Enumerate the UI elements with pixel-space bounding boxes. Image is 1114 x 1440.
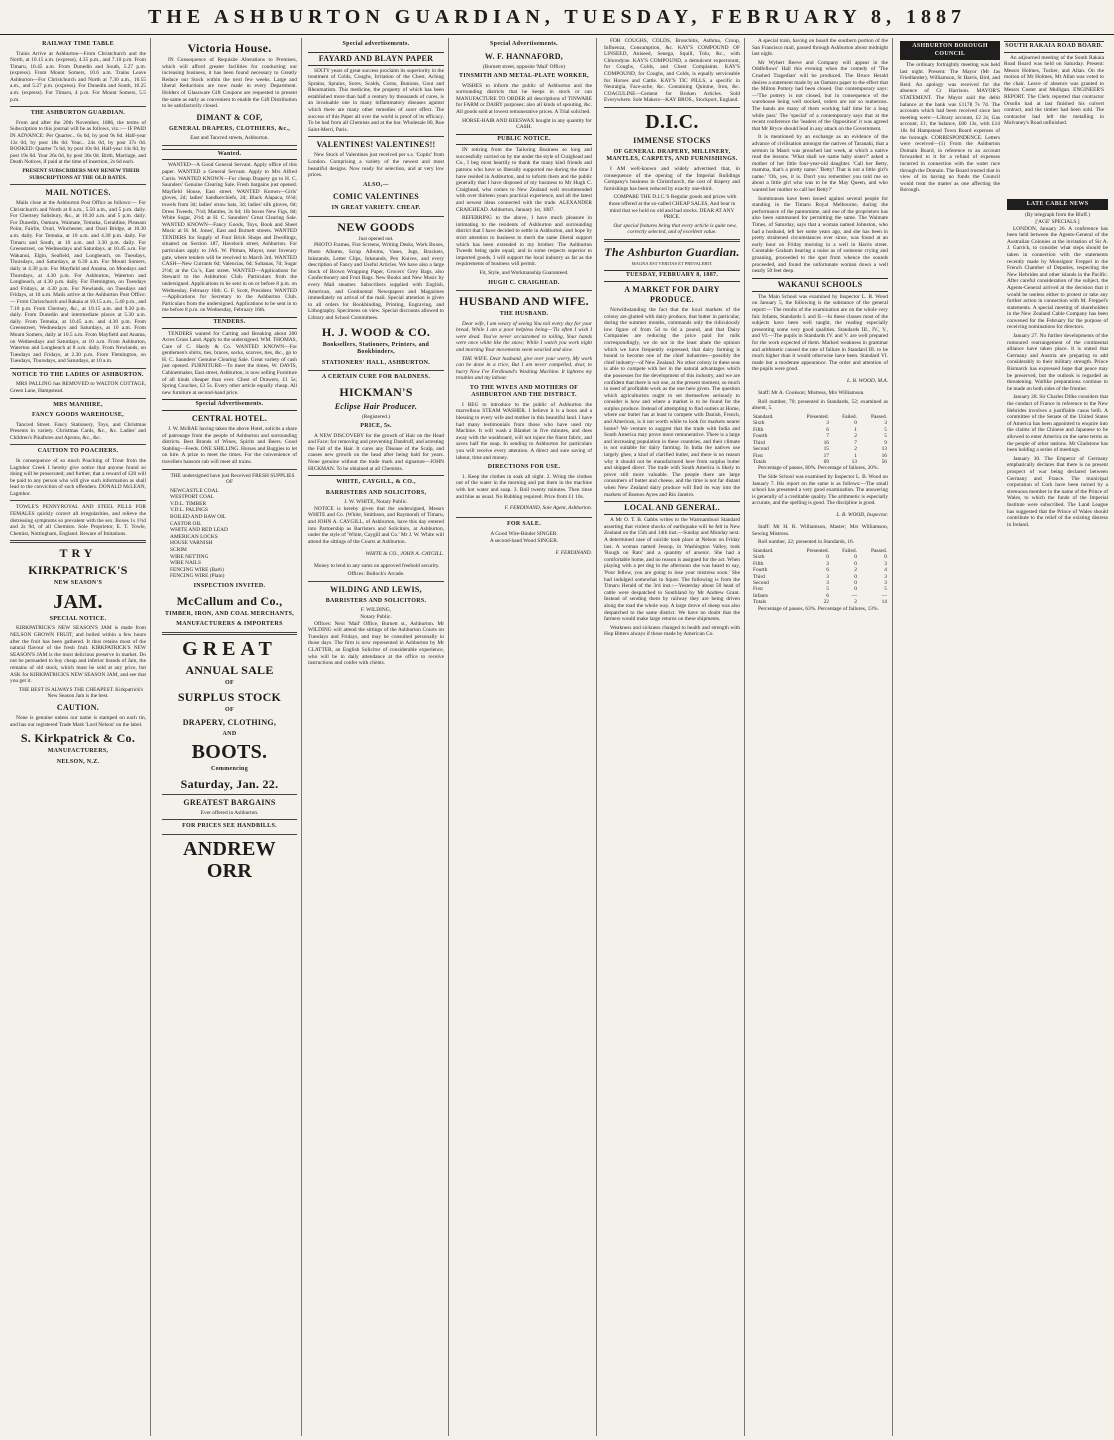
poachers-text: In consequence of so much Poaching of Trout from the Lagmhor Creek I hereby give notice that anyone found so doing will be prosecuted; and further, that a reward of £20 will be paid to any person who will give such information as shall lead to the conviction of such offenders. DONALD McLEAN, Lagmhor. bbox=[10, 457, 146, 497]
table-cell: 6 bbox=[826, 592, 829, 599]
table-cell: 3 bbox=[826, 560, 829, 567]
table-header-cell: Passed. bbox=[870, 414, 887, 421]
pills-ad-text: TOWLE'S PENNYROYAL AND STEEL PILLS FOR FEMALES quickly correct all irregularities, and relieve the distressing symptoms so prevalent with the sex. Boxes 1s 1½d and 2s 9d, of all Chemists. Sole Proprietor, E. T. Towle, Chemist, Nottingham, England. Beware of Imitations. bbox=[10, 504, 146, 537]
of-label: OF bbox=[225, 679, 234, 686]
table-cell: 3 bbox=[826, 580, 829, 587]
cable-news-text-4: January 30. The Emperor of Germany emphatically declares that there is no present prospect of war being declared between Germany and France. The municipal corporation of Cork have been turned by a strenuous member in the name of the Prince of Wales, to which the funds of the Imperial Institute were subscribed. The Land League has suggested that the Prince of Wales should contribute to the relief of the existing distress in Ireland. bbox=[1007, 455, 1108, 528]
table-cell: 7 bbox=[854, 439, 857, 446]
table-cell: 1 bbox=[854, 452, 857, 459]
ever-offered-text: Ever offered in Ashburton. bbox=[200, 809, 259, 816]
ferdinand-heading: TO THE WIVES AND MOTHERS OF ASHBURTON AND THE DISTRICT. bbox=[469, 384, 579, 399]
hannaford-heading: W. F. HANNAFORD, bbox=[484, 51, 564, 61]
table-cell: 5 bbox=[826, 586, 829, 593]
fresh-supply-item: WIRE NETTING bbox=[170, 553, 209, 560]
fayard-heading: FAYARD AND BLAYN PAPER bbox=[308, 52, 444, 66]
offices-label: Offices: Bullock's Arcade. bbox=[347, 571, 405, 578]
table-cell: 17 bbox=[823, 452, 829, 459]
binder-line-2: A second-hand Wood SINGER. bbox=[489, 537, 559, 544]
white-notary: J. W. WHITE, Notary Public. bbox=[344, 499, 408, 506]
dic-text: I AM well-known and widely advertised that, in consequence of the opening of the Imperial Buildings Company's business in Christchurch, the cost of drapery and furnishings has been reduced by exactly one-third. bbox=[604, 165, 740, 192]
table-cell: 3 bbox=[826, 420, 829, 427]
guardian-motto: MAGNA EST VERITAS ET PREVALEBIT. bbox=[631, 260, 713, 266]
hickman-heading: HICKMAN'S bbox=[339, 384, 413, 399]
table-cell: 2 bbox=[854, 433, 857, 440]
ferdinand-signature: F. FERDINAND, Sole Agent, Ashburton. bbox=[504, 505, 592, 512]
fresh-supply-item: SCRIM bbox=[170, 547, 187, 554]
dic-heading: D.I.C. bbox=[645, 110, 699, 133]
news-paragraph-1: Mr Wybert Reeve and Company will appear in the Oddfellows' Hall this evening when the comedy of 'The Crushed Tragedian' will be produced. The Bruce Herald desires a statement made by an Oamaru paper to the effect that the Milton Pottery had been closed. Our contemporary says:—'The pottery is not closed, but in consequence of the warehouse being well stocked, orders are not so numerous. The hands are many of them working half time for a long while past.' The 'special' of a contemporary says that at the recent conference the 'leaders of the Opposition' it was agreed that Mr Bryce should lead in any attack on the Government. bbox=[752, 59, 888, 132]
column-7 bbox=[896, 38, 1108, 1436]
news-paragraph-3: Summonses have been issued against several people for standing in the Timaru Royal Melbourne, during the performance of the pantomime, and one of the proprietors has also been summoned for permitting the same. The Waimate Times, of Saturday, says that a woman named Johnston, who had a husband, left her some years ago, and she has been in pretty straitened circumstances ever since, was found at an early hour on Friday morning in a well in Harris street. Constable Graham hearing a noise as of someone crying and groaning, proceeded to the spot from whence the sounds proceeded, and found the unfortunate woman down a well nearly 50 feet deep. bbox=[752, 195, 888, 275]
new-goods-heading: NEW GOODS bbox=[337, 219, 415, 234]
table-header-cell: Standard. bbox=[753, 548, 774, 555]
table-cell: 5 bbox=[884, 586, 887, 593]
dairy-market-text: Notwithstanding the fact that the local markets of the colony are glutted with dairy produce, that butter in particular, during the summer months, commands only the ridiculously low figure of from 5d to 6d a pound, and that Dairy Companies are reducing the price paid for milk correspondingly, we do not in the least abate the opinion which we have frequently expressed, that dairy farming is bound to become one of the chief industries—possibly the chief industry—of New Zealand. No other colony in these seas is able to compete with her in the natural advantages which she possesses for the development of this industry, and we are confident that there is not one, at the present moment, so much in need of profitable work as the one here given. The question which agriculturists ought to set themselves seriously to consider is how and where a market is to be found for the surplus produce. Instead of attempting to find outlets at Home, where our butter has at least to compete with Danish, French, and American, is it not worth while to look for markets nearer home? We venture to suggest that the trade with India and South America may prove more remunerative. There is a large and increasing population in these countries, and their climate is not suitable for dairy farming. In India the natives use largely ghee, a kind of clarified butter, and there is no reason why it should not be manufactured here from surplus butter and shipped direct. The trade with South America is likely to prove still more valuable. The people there are large consumers of butter and cheese, and the time is not far distant when New Zealand dairy produce will find its way into the markets of Buenos Ayres and Rio Janeiro. bbox=[604, 306, 740, 498]
directions-heading: DIRECTIONS FOR USE. bbox=[487, 464, 561, 471]
special-notice-heading: SPECIAL NOTICE. bbox=[49, 615, 107, 622]
tenders-heading: TENDERS. bbox=[162, 317, 297, 329]
fresh-supply-item: BOILED AND RAW OIL bbox=[170, 514, 227, 521]
dic-subheading: OF GENERAL DRAPERY, MILLINERY, MANTLES, CARPETS, AND FURNISHINGS. bbox=[606, 148, 738, 163]
also-label: ALSO,— bbox=[363, 181, 389, 188]
results-table bbox=[752, 414, 888, 465]
table-header-cell: Standard. bbox=[753, 414, 774, 421]
table-cell: 3 bbox=[884, 573, 887, 580]
table-cell: 13 bbox=[881, 446, 887, 453]
kirkpatrick-firm: S. Kirkpatrick & Co. bbox=[20, 731, 136, 746]
fresh-supply-item: AMERICAN LOCKS bbox=[170, 533, 218, 540]
fresh-supply-item: CASTOR OIL bbox=[170, 520, 202, 527]
poachers-heading: CAUTION TO POACHERS. bbox=[37, 448, 119, 455]
public-notice-heading: PUBLIC NOTICE. bbox=[456, 134, 592, 146]
table-cell: 0 bbox=[854, 554, 857, 561]
hickman-text: A NEW DISCOVERY for the growth of Hair on the Head and Face; for removing and preventing Dandruff, and arresting the Fall of the Hair. It cures any Disease of the Scalp, and causes new growth on the head after being bald for years. None genuine without the trade mark and signature—JOHN HICKMAN. To be obtained at all Chemists. bbox=[308, 432, 444, 472]
registered-label: (Registered.) bbox=[362, 413, 390, 420]
table-cell: 0 bbox=[854, 560, 857, 567]
special-adv-heading: Special Advertisements. bbox=[162, 399, 297, 411]
roll-line-2: Roll number, 22; presented in Standards, 16. bbox=[758, 539, 855, 546]
prices-handbills-label: FOR PRICES SEE HANDBILLS. bbox=[182, 823, 277, 830]
table-cell: First bbox=[753, 586, 763, 593]
table-cell: 1 bbox=[854, 426, 857, 433]
fresh-supply-item: FENCING WIRE (Barb) bbox=[170, 566, 224, 573]
table-header-cell: Presented. bbox=[806, 414, 829, 421]
cable-news-heading: LATE CABLE NEWS bbox=[1007, 199, 1108, 211]
table-cell: 7 bbox=[826, 433, 829, 440]
inspection-label: INSPECTION INVITED. bbox=[193, 583, 266, 589]
rakaia-road-board-heading: SOUTH RAKAIA ROAD BOARD. bbox=[1004, 41, 1104, 53]
table-cell: Infants bbox=[753, 592, 768, 599]
table-cell: 13 bbox=[851, 458, 857, 465]
fresh-supply-item: NEWCASTLE COAL bbox=[170, 487, 219, 494]
table-cell: 69 bbox=[823, 458, 829, 465]
masthead-title: THE ASHBURTON GUARDIAN, TUESDAY, FEBRUARY 8, 1887 bbox=[148, 5, 966, 28]
manhire-text: Tancred Street. Fancy Stationery, Toys, and Christmas Presents in variety. Christmas Cards, &c., &c. Ladies' and Children's Pinafores and Aprons, &c., &c. bbox=[10, 421, 146, 441]
dimant-address: East and Tancred streets, Ashburton. bbox=[190, 135, 269, 142]
valentines-text: New Stock of Valentines just received per s.s. 'Coptic' from London. Comprising a variety of the newest and most beautiful designs. Now ready for selection, and at very low prices. bbox=[308, 152, 444, 179]
cable-news-source: ['AGE' SPECIALS.] bbox=[1035, 218, 1080, 225]
wanted-text: WANTED—A Good General Servant. Apply office of this paper. WANTED a General Servant. Apply to Mrs Alfred Curtis. WANTED KNOWN—For cheap Drapery go to H. C. Saunders' Genuine Clearing Sale. Fresh bargains just opened. Mayfield House, East street. WANTED Known—Girls' gloves, 2d; ladies' handkerchiefs, 2d; Black Alapaca, 6½d; towels from 3d; ladies' straw hats, 3d; ladies' silk gloves, 6d; Dress Tweeds, 7½d; Mantles, 3s 6d; 1lb boxes New Figs, 8d; White Sugar, 2½d; at H. C. Saunders' Great Clearing Sale. WANTED KNOWN—Fancy Goods, Toys, Book and Sheet Music at H. M. Jones', East and Burnett streets. WANTED TENDERS for Supply of Four Brick Shops and Dwellings, situated on Section 187, Havelock street, Ashburton. For particulars apply to JAS. W. Pitman, Mayor, near Inverary gate, where tenders will be received to March 3rd. WANTED CASH—New Currants 6d; Valencias, 6d; Sultanas, 7d; Sugar 2½d; at the Co.'s, East street. WANTED—Applications for Steward to the Ashburton Club. Particulars from the undersigned. Applications to be sent in on or before 8 p.m. on Wednesday, February 16th. G. F. Scott, President. WANTED—Applications for Secretary to the Ashburton Club. Particulars from the undersigned. Applications to be sent in to me before 8 p.m. on Wednesday, February 16th. bbox=[162, 162, 297, 314]
table-cell: Totals bbox=[753, 599, 767, 606]
table-cell: Second bbox=[753, 580, 769, 587]
table-header-cell: Failed. bbox=[842, 548, 857, 555]
subscribers-notice: PRESENT SUBSCRIBERS MAY RENEW THEIR SUBSCRIPTIONS AT THE OLD RATES. bbox=[22, 167, 140, 181]
fresh-supply-item: HOUSE VARNISH bbox=[170, 540, 213, 547]
special-adv-heading-3: Special Advertisements. bbox=[490, 41, 558, 47]
jam-heading: JAM. bbox=[53, 590, 103, 613]
fresh-supply-item: WHITE AND RED LEAD bbox=[170, 527, 228, 534]
mccallum-heading: McCallum and Co., bbox=[176, 593, 283, 608]
fresh-supplies-list bbox=[162, 488, 297, 580]
fresh-supply-item: WIRE NAILS bbox=[170, 560, 201, 567]
newspaper-page bbox=[6, 38, 1108, 1436]
railway-text: Trains Arrive at Ashburton—From Christchurch and the North, at 10.15 a.m. (express), 4.35 p.m., and 7.10 p.m. From Timaru, 10.45 a.m. From Dunedin and South, 5.27 p.m. (express). From Mount Somers, 10.6 a.m. Trains Leave Ashburton—For Christchurch and North at 7.30 a.m., 10.55 a.m., and 5.27 p.m. (express). For Dunedin and South, 10.25 a.m. (express). For Timaru, 4 p.m. For Mount Somers, 5.5 p.m. bbox=[10, 50, 146, 103]
table-cell: 3 bbox=[884, 580, 887, 587]
greatest-bargains-heading: GREATEST BARGAINS bbox=[183, 797, 276, 807]
column-5 bbox=[600, 38, 745, 1436]
wilding-name: F. WILDING, bbox=[360, 607, 392, 614]
table-cell: 3 bbox=[884, 420, 887, 427]
fit-style-label: Fit, Style, and Workmanship Guaranteed. bbox=[479, 269, 569, 276]
results-table-2 bbox=[752, 548, 888, 606]
cable-news-text: LONDON, January 26. A conference has been held between the Agents-General of the Australian Colonies at the invitation of Sir A. J. Garrick, to consider what steps should be taken in connection with the statements recently made by Monsignor Freppel in the French Chamber of Deputies, respecting the New Hebrides and other islands in the Pacific. After careful consideration of the subject, the Agents-General arrived at the decision that it would be useless either to protest or take any further action in connection with M. Freppel's statements. A special meeting of shareholders in the New Zealand Cable Company has been convened for the February for the purpose of receiving nominations for directors. bbox=[1007, 225, 1108, 331]
table-cell: Second bbox=[753, 446, 769, 453]
central-hotel-heading: CENTRAL HOTEL. bbox=[191, 413, 268, 423]
white-caygill-heading: WHITE, CAYGILL, & CO., bbox=[336, 479, 416, 486]
drapery-heading: DRAPERY, CLOTHING, bbox=[182, 717, 277, 727]
wilding-text: Offices: Next 'Mail' Office, Burnett st., Ashburton. Mr WILDING will attend the sittings of the Ashburton Courts on Tuesdays and Fridays, and may be consulted personally in those days. The firm is now represented in Ashburton by Mr CLATTER, an English Solicitor of considerable experience, who will be in daily attendance at the office to receive instructions and confer with clients. bbox=[308, 620, 444, 667]
directions-text: 1. Keep the clothes in soak all night. 2. Wring the clothes out of the water in the morning and put them in the machine with hot water and soap. 3. Boil twenty minutes. Then rinse and blue as usual. No Rubbing required. Price from £1 10s. bbox=[456, 473, 592, 500]
nelson-label: NELSON, N.Z. bbox=[56, 758, 100, 765]
table-cell: Fifth bbox=[753, 426, 764, 433]
wakanui-heading: WAKANUI SCHOOLS bbox=[752, 278, 888, 292]
table-header-cell: Presented. bbox=[806, 548, 829, 555]
hannaford-text: WISHES to inform the public of Ashburton and the surrounding districts that he keeps in stock or can MANUFACTURE TO ORDER all descriptions of TINWARE for FARM or DAIRY purposes; also all kinds of spouting, &c. All goods sold at lowest remunerative prices. A Trial solicited. bbox=[456, 82, 592, 115]
staff-line: Staff: Mr A. Cookson; Mistress, Mrs Williamson. bbox=[758, 390, 865, 397]
table-cell: Fourth bbox=[753, 567, 768, 574]
fresh-supply-item: FENCING WIRE (Plain) bbox=[170, 573, 225, 580]
table-cell: 5 bbox=[884, 426, 887, 433]
white-caygill-text: NOTICE is hereby given that the undersigned, Messrs WHITE and Co. (White, Smithson, and Raymond) of Timaru, and JOHN A. CAYGILL, of Ashburton, have this day entered into Partnership as Barristers and Solicitors, at Ashburton, under the style of 'White, Caygill and Co.' Mr J. W. White will attend the sittings of the Courts at Ashburton. bbox=[308, 505, 444, 545]
masthead bbox=[0, 0, 1114, 35]
table-cell: 16 bbox=[823, 439, 829, 446]
table-cell: 0 bbox=[854, 420, 857, 427]
table-cell: First bbox=[753, 452, 763, 459]
table-cell: 4 bbox=[884, 567, 887, 574]
and-label: AND bbox=[222, 730, 237, 737]
table-cell: 0 bbox=[854, 580, 857, 587]
new-goods-text: PHOTO Frames, Fire Screens, Writing Desks, Work Boxes, Photo Albums, Scrap Albums, Vases, Jugs, Brackets, Inkstands, Letter Clips, Inkstands, Pen Knives, and every description of Fancy and Useful Articles. We have also a large Stock of Brown Wrapping Paper, Grocers' Grey Bags, also Confectionery and Fruit Bags. New Books and New Music by every Mail steamer. Subscribers supplied with English, American, and Continental Newspapers and Magazines immediately on arrival of the mail. Special attention is given to all orders for Bookbinding, Printing, Engraving, and Lithography. Specimens on view. Special discounts allowed to Library and School Committees. bbox=[308, 242, 444, 321]
wanted-heading: Wanted. bbox=[162, 149, 297, 161]
table-cell: 15 bbox=[823, 446, 829, 453]
dairy-market-heading: A MARKET FOR DAIRY PRODUCE. bbox=[624, 284, 720, 304]
best-cheapest-text: THE BEST IS ALWAYS THE CHEAPEST. Kirkpatrick's New Season Jam is the best. bbox=[18, 686, 144, 700]
caution-heading: CAUTION. bbox=[56, 702, 100, 712]
table-cell: 0 bbox=[884, 554, 887, 561]
immense-stocks-heading: IMMENSE STOCKS bbox=[633, 135, 711, 145]
borough-council-heading: ASHBURTON BOROUGH COUNCIL bbox=[900, 41, 1000, 60]
special-adv-heading-2: Special advertisements. bbox=[342, 41, 410, 47]
guardian-nameplate: The Ashburton Guardian. bbox=[604, 244, 740, 259]
public-notice-text: IN retiring from the Tailoring Business so long and successfully carried on by me under the style of Craighead and Co., I beg most heartily to thank the many kind friends and patrons who have so liberally supported me during the time I have resided in Ashburton, and to inform them and the public generally that I have disposed of my business to Mr Hugh C. Craighead, who comes to New Zealand well recommended with over thirteen years practical experience, and all the latest and newest ideas connected with the trade. ALEXANDER CRAIGHEAD. Ashburton, January 1st, 1887. bbox=[456, 147, 592, 213]
side-school-text: The Side School was examined by Inspector L. B. Wood on January 7. His report on the same is as follows:—The small school has presented a very good examination. The answering is generally of a creditable quality. The arithmetic is especially accurate, and the spelling is good. The discipline is good. bbox=[752, 473, 888, 507]
wakanui-text: The Main School was examined by Inspector L. B. Wood on January 5, the following is the substance of the general report:— The results of the examination are on the whole very fair. Infants, Standards I. and II.—In these classes most of the subjects have been well taught, the reading especially presenting some very good qualities. Standards III., IV., V., and VI.—The pupils in Standards IV. and V. are well prepared for the work expected of them. Marked weakness in grammar and arithmetic caused the rate of failure in Standard III. to be much higher than it would otherwise have been. Standard VI. made but a moderate appearance. The order and attention of the pupils were good. bbox=[752, 293, 888, 373]
fresh-supply-item: V.D.L. TIMBER bbox=[170, 500, 207, 507]
commencing-label: Commencing bbox=[211, 766, 248, 772]
table-header-cell: Failed. bbox=[842, 414, 857, 421]
annual-sale-heading: ANNUAL SALE bbox=[185, 662, 274, 677]
hop-bitters-text: Weakness and sickness changed to health and strength with Hop Bitters always if those made by American Co. bbox=[604, 624, 740, 638]
percentage-line: Percentage of passes, 80%. Percentage of failures, 20%. bbox=[758, 465, 879, 472]
ladies-notice-heading: NOTICE TO THE LADIES OF ASHBURTON. bbox=[12, 371, 144, 378]
table-cell: Fourth bbox=[753, 433, 768, 440]
ferdinand-text: I BEG to introduce to the public of Ashburton the marvellous STEAM WASHER. I believe it is a boon and a blessing to every wife and mother in this beautiful land. I have had many testimonials from those who have used my Machine. It will wash a Blanket in five minutes, and does away with the washboard, will not injure the finest fabric, and saves half the soap. In sending to Ashburton for particulars you will receive every attention. A direct and sure saving of labour, time and money. bbox=[456, 401, 592, 461]
husband-poem: Dear wife, I am weary of seeing You toil every day for your bread, While I am a poor helpless being—'Tis often I wish I were dead. You've never accustomed to toiling, Your hands were once white like the snow; While I watch you work night and morning Your movements seem wearied and slow. bbox=[456, 320, 592, 353]
fresh-supply-item: WESTPORT COAL bbox=[170, 494, 215, 501]
dic-special: Our special features being that every article is quite new, correctly selected, and of excellent value. bbox=[613, 222, 737, 236]
wood-signature: L. B. WOOD, M.A. bbox=[846, 378, 888, 385]
borough-council-section bbox=[900, 38, 1000, 196]
hannaford-address: (Burnett street, opposite 'Mail' Office) bbox=[482, 63, 566, 70]
special-train-text: A special train, having on board the southern portion of the San Francisco mail, passed through Ashburton about midnight last night. bbox=[752, 38, 888, 58]
local-general-text: A Mr O. T. B. Gabbs writes to the Warrnambool Standard asserting that violent shocks of earthquake will be felt in New Zealand on the 15th and 14th inst.—Sunday and Monday next. A determined case of suicide took place at Nelson on Friday last. A woman named Jessop, in Washington Valley, took 'Rough on Rats' and a quantity of arsenic. She had a comfortable home, and no reason is assigned for the act. When playing with a pet dog in the afternoon she was heard to say, 'Poor fellow, you are going to lose your mistress soon.' She had indulged somewhat in liquor. The following is from the Timaru Herald of the 3rd inst.:—Yesterday about 50 head of cattle were despatched to Southland by Mr Andrew Grant. Instead of sending them by railway they are being driven along the road the whole way. A large drove of sheep was also despatched to the same district. We have no doubt that the farmers would make large returns on these shipments. bbox=[604, 517, 740, 623]
news-paragraph-2: It is mentioned by an exchange as an evidence of the advance of civilisation amongst the natives of Taranaki, that a sermon in Maori was preached last week, at which a native read the lessons. 'What shall we name baby sister?' asked a mother of her little four-year-old daughter. 'Call her Betty, mamma, that's a pretty name.' 'Betty! That is not a little girl's name.' 'Oh, yes, it is. Don't you remember you told me so about a little girl who was to be the May Queen, and who wanted her mother to call her Betty?' bbox=[752, 134, 888, 194]
issue-date-line: TUESDAY, FEBRUARY 8, 1887. bbox=[604, 270, 740, 282]
table-cell: 22 bbox=[823, 599, 829, 606]
local-general-heading: LOCAL AND GENERAL. bbox=[604, 501, 740, 515]
new-season-heading: NEW SEASON'S bbox=[53, 580, 103, 587]
table-cell: 3 bbox=[826, 573, 829, 580]
baldness-heading: A CERTAIN CURE FOR BALDNESS. bbox=[321, 374, 431, 381]
wilding-subheading: BARRISTERS AND SOLICITORS. bbox=[325, 597, 427, 604]
column-1 bbox=[6, 38, 151, 1436]
valentines-heading: VALENTINES! VALENTINES!! bbox=[316, 140, 436, 150]
dimant-heading: DIMANT & COF, bbox=[196, 112, 263, 122]
boots-heading: BOOTS. bbox=[191, 741, 268, 763]
wood-co-subheading: Booksellers, Stationers, Printers, and Bookbinders, bbox=[322, 341, 430, 356]
of-label-2: OF bbox=[225, 707, 234, 713]
column-3 bbox=[304, 38, 449, 1436]
manhire-heading: MRS MANHIRE, bbox=[53, 401, 103, 408]
wilding-heading: WILDING AND LEWIS, bbox=[330, 584, 422, 594]
white-caygill-signature: WHITE & CO., JOHN A. CAYGILL. bbox=[365, 550, 444, 557]
roll-line: Roll number, 70; presented in Standards, 52; examined as absent, 5. bbox=[752, 398, 888, 412]
victoria-house-text: IN Consequence of Requisite Alterations to Premises, which will afford greater facilities for conducting our increasing business, it has been found necessary to Greatly Reduce our Stock within the next few weeks. Large and liberal Reductions are now made in every Department. Holders of Glassware Gift Coupons are requested to present the same as early as convenient to enable the Gift Distribution to be satisfactorily closed. bbox=[162, 57, 297, 110]
rakaia-road-board-section bbox=[1004, 38, 1104, 196]
kay-compound-text: FOR COUGHS, COLDS, Bronchitis, Asthma, Croup, Influenza, Consumption, &c. KAY'S COMPOUND OF LINSEED, Aniseed, Senega, Squill, Tolu, &c., with Chlorodyne. KAY'S COMPOUND, a demulcent expectorant, for Coughs, Colds, and Chest Complaints. KAY'S COMPOUND, for Coughs, and Colds, is equally serviceable for Horses and Cattle. KAY'S TIC PILLS, a specific in Neuralgia, Face-ache, &c. Containing Quinine, Iron, &c. COAGULINE—Cement for Broken Articles. Sold Everywhere. Sole Makers—KAY BROS., Stockport, England. bbox=[604, 38, 740, 104]
table-cell: — bbox=[851, 592, 857, 599]
andrew-orr-heading: ANDREW ORR bbox=[183, 837, 276, 882]
table-cell: 3 bbox=[884, 560, 887, 567]
wood-signature-2: L. B. WOOD, Inspector. bbox=[836, 512, 888, 519]
binder-line: A Good Wire-Binder SINGER. bbox=[490, 530, 558, 537]
cable-news-section bbox=[1007, 199, 1108, 528]
tenders-text: TENDERS wanted for Carting and Breaking about 200 Acres Grass Land. Apply to the undersigned. WM. THOMAS, Care of C. Hardy & Co. WANTED KNOWN—For gentlemen's shirts, ties, braces, socks, scarves, ties, &c., go to H. C. Saunders' Genuine Clearing Sale. Great variety of cash just opened. FURNITURE—To meet the times, W. DAVIS, Cabinetmaker, East street, Ashburton, is now selling Furniture of all kinds cheaper than ever. Chest of Drawers, £1 5s; Spring Couches, £3 5s. Every other article equally cheap. All new furniture at second-hand price. bbox=[162, 330, 297, 396]
table-cell: 16 bbox=[881, 452, 887, 459]
husband-wife-heading: HUSBAND AND WIFE. bbox=[459, 294, 589, 309]
borough-council-text: The ordinary fortnightly meeting was held last night. Present: The Mayor (Mr Jas Friedlander), Williamson, St Harris, Bird, and Reid. An apology was received for the absence of Cr Harrison. MAYOR'S STATEMENT. The Mayor said the debit balance at the bank was £1178 7s 7d. The accounts which had been received since last meeting were:—Library account, £2 2s; Gas account, £1; the balance, £80 13s, with £14 18s 6d Hampstead Town Board expenses of the borough. CORRESPONDENCE. Letters were received—(1) From the Ashburton Domain Board, in reference to an account forwarded to it for a refund of expenses incurred in connection with the water race through the Domain. The Board trusted that in view of its having no funds the Council would treat the matter as one affecting the Borough. bbox=[900, 62, 1000, 194]
table-cell: 2 bbox=[854, 599, 857, 606]
caution-text: None is genuine unless our name is stamped on each tin, and has our registered Trade Mark 'Lord Nelson' on the label. bbox=[10, 714, 146, 728]
mail-notices-heading: MAIL NOTICES. bbox=[45, 188, 111, 198]
column-2 bbox=[158, 38, 302, 1436]
fresh-supply-item: V.D.L. PALINGS bbox=[170, 507, 209, 514]
comic-variety-label: IN GREAT VARIETY. CHEAP. bbox=[331, 205, 421, 212]
dimant-subheading: GENERAL DRAPERS, CLOTHIERS, &c., bbox=[168, 125, 291, 132]
table-cell: 5 bbox=[884, 433, 887, 440]
table-cell: Third bbox=[753, 573, 765, 580]
try-heading: TRY bbox=[59, 546, 97, 561]
table-cell: Third bbox=[753, 439, 765, 446]
percentage-line-2: Percentage of passes, 63%. Percentage of failures, 13%. bbox=[758, 605, 879, 612]
ferdinand-signature-2: F. FERDINAND. bbox=[555, 549, 592, 556]
table-cell: Totals bbox=[753, 458, 767, 465]
cable-news-subheading: (By telegraph from the Bluff.) bbox=[1024, 212, 1091, 219]
table-cell: 6 bbox=[826, 567, 829, 574]
sale-date: Saturday, Jan. 22. bbox=[180, 776, 279, 791]
table-cell: 6 bbox=[826, 426, 829, 433]
cable-news-text-3: January 28. Sir Charles Dilke considers that the conduct of France in reference to the New Hebrides involves a justifiable casus belli. A committee of the Senate of the United States of America has been appointed to enquire into the claims of the Chinese and Japanese to be allowed to enter America on the same terms as the people of other nations. Mr Gladstone has been holding a series of meetings. bbox=[1007, 394, 1108, 454]
manufacturers-label: MANUFACTURERS, bbox=[47, 748, 109, 755]
table-cell: 14 bbox=[881, 599, 887, 606]
white-caygill-subheading: BARRISTERS AND SOLICITORS, bbox=[325, 489, 427, 496]
hugh-craighead-signature: HUGH C. CRAIGHEAD. bbox=[488, 279, 560, 286]
just-opened-label: Just opened out. bbox=[358, 235, 394, 242]
table-cell: 2 bbox=[854, 567, 857, 574]
surplus-stock-heading: SURPLUS STOCK bbox=[177, 690, 282, 704]
table-cell: Fifth bbox=[753, 560, 764, 567]
wood-co-heading: H. J. WOOD & CO. bbox=[321, 324, 431, 339]
cable-news-text-2: January 27. No further developments of the rumoured rearrangement of the continental alliance have taken place. It is stated that Germany and Austria are preparing to add considerably to their military strength. Prince Bismarck has expressed hope that peace may be preserved, but the outlook is regarded as threatening. Warlike preparations continue to be made on both sides of the frontier. bbox=[1007, 333, 1108, 392]
mccallum-subheading: TIMBER, IRON, AND COAL MERCHANTS, bbox=[164, 610, 295, 617]
victoria-house-heading: Victoria House. bbox=[187, 41, 272, 55]
fayard-text: SIXTY years of great success proclaim its superiority in the treatment of Colds, Coughs, Irritation of the Chest, Aching Sprains, Sprains, Sores, Scalds, Corns, Bunions, Gout and Rheumatism. This medicine, the property of which has been established more than half a century by thousands of cures, is an invaluable one in many inflammatory diseases against which there are many other remedies of surer effect. The success of this Paper all over the world is proof of its efficacy. To be had from all Chemists and at the bar. Wholesale 80, Rue Saint-Merri, Paris. bbox=[308, 67, 444, 133]
column-4 bbox=[452, 38, 597, 1436]
dic-compare: COMPARE THE D.I.C.'S Regular goods and prices with those offered at the so-called CHEAP SALES, And bear in mind that we hold no old and bad stocks. DEAR AT ANY PRICE. bbox=[608, 194, 737, 221]
railway-heading: RAILWAY TIME TABLE bbox=[42, 41, 114, 47]
wife-reply: THE WIFE. Dear husband, give over your worry, My work can be done in a trice, But I am never compelled, dear, to hurry Now I've Ferdinand's Washing Machine. It lightens my troubles and my labour. bbox=[456, 355, 592, 382]
kirkpatrick-text: KIRKPATRICK'S NEW SEASON'S JAM is made from NELSON GROWN FRUIT, and boiled within a few hours after the fruit has been gathered. It thus retains most of the natural flavour of the fresh fruit. KIRKPATRICK'S NEW SEASON'S JAM is the most delicious preserve in market. Do not be persuaded to buy cheap and inferior brands of Jam, the remains of old stock, which must be sold at any price, but ASK for KIRKPATRICK'S NEW SEASON JAM, and see that you get it. bbox=[10, 625, 146, 685]
comic-valentines-heading: COMIC VALENTINES bbox=[332, 192, 420, 202]
guardian-terms-heading: THE ASHBURTON GUARDIAN. bbox=[30, 110, 126, 117]
for-sale-heading: FOR SALE. bbox=[506, 521, 542, 528]
table-cell: 9 bbox=[884, 439, 887, 446]
guardian-terms-text: From and after the 20th November, 1886, the terms of Subscription to this journal will be as follows, viz.:— IF PAID IN ADVANCE: Per Quarter... 6s 6d, by post 9s 6d. Half-year 13s 0d, by post 18s 0d. Year... 24s 0d, by post 37s 0d. BOOKED: Quarter 7s 6d, by post 10s 0d. Half-year 14s 0d, by post 19s 0d. Year 26s 0d, by post 36s 0d. Birth, Marriage, and Death Notices, if paid at the time of insertion, 2s 6d each. bbox=[10, 119, 146, 166]
money-lend-text: Money to lend in any sums on approved freehold security. bbox=[314, 562, 440, 569]
table-header-cell: Passed. bbox=[870, 548, 887, 555]
wood-co-address: STATIONERS' HALL, ASHBURTON. bbox=[321, 359, 431, 366]
great-heading: GREAT bbox=[182, 637, 277, 660]
central-hotel-text: J. W. McRAE having taken the above Hotel, solicits a share of patronage from the people of Ashburton and surrounding districts. Best Brands of Wines, Spirits and Beers. Good Stabling—Feeds. ONE SHILLING. Horses and Buggies to let on hire. A prize to meet the times. For the convenience of travellers hansom cab will meet all trains. bbox=[162, 425, 297, 465]
manhire-subheading: FANCY GOODS WAREHOUSE, bbox=[31, 412, 124, 419]
rakaia-road-board-text: An adjourned meeting of the South Rakaia Road Board was held on Saturday. Present: Messrs Holmes, Tucker, and Allan. On the motion of Mr Holmes, Mr Allan was voted to the chair. Leave of absence was granted to Messrs Coster and Mulligan. ENGINEER'S REPORT. The Clerk reported that contractor Orsolin had at last finished his culvert contract, and the timber had been sold. The contractor had left the metalling in Mulvaney's Road unfinished. bbox=[1004, 54, 1104, 127]
table-cell: Sixth bbox=[753, 554, 765, 561]
horsehair-text: HORSE-HAIR AND BEESWAX bought in any quantity for CASH. bbox=[462, 117, 592, 131]
staff-line-2: Staff: Mr H. R. Williamson, Master; Mrs Williamson, Sewing Mistress. bbox=[752, 524, 888, 537]
mail-notices-text: Mails close at the Ashburton Post Office as follows:— For Christchurch and North at 8 a.m., 5.50 a.m., and 5 p.m. daily. For Chertsey Salisbury, &c., at 10.30 a.m. and 5 p.m. daily. For Dunedin, Oamaru, Waimate, Temuka, Geraldine, Pleasant Point, Fairlie, Orari, Winchester, and Orari Bridge, at 10.30 a.m. daily. For Temuka, at 10 a.m. and 4.30 p.m. daily. For Timaru and South, at 10 a.m. and 3.30 p.m. daily. For Greenstreet, on Wednesdays and Saturdays, at 10.45 a.m. For Wakanui, Elgin, Seafield, and Longbeach, on Tuesdays, Thursdays, and Saturdays, at 6.30 a.m. For Mount Somers, daily at 4.30 p.m. For Mayfield and Anama, on Mondays and Thursdays, at 4.30 p.m. For Ashburton, Waterton and Longbeach, at 4.30 p.m. daily. For Flemington, on Tuesdays and Fridays, at 4.30 p.m. For Newlands, on Tuesdays and Fridays, at 10 a.m. Mails arrive at the Ashburton Post Office:— From Christchurch and Rakaia at 10.15 a.m., 5.40 p.m., and 7.10 p.m. From Chertsey, &c., at 10.15 a.m. and 9.30 p.m. daily. From Dunedin and intermediate places at 5.30 a.m. daily. From Temuka, at 10.45 a.m. and 4.30 p.m. From Greenstreet, Wednesdays and Saturdays, at 10 a.m. From Mount Somers, daily at 10.5 a.m. From Mayfield and Anama, on Wednesdays and Saturdays, at 10 a.m. From Ashburton, Waterton and Longbeach at 8 a.m. daily. From Newlands, on Tuesdays and Fridays, at 2.30 p.m. From Flemington, on Tuesdays, Thursdays, and Saturdays, at 10 a.m. bbox=[10, 200, 146, 365]
table-cell: 0 bbox=[826, 554, 829, 561]
table-cell: 0 bbox=[854, 573, 857, 580]
column-6 bbox=[748, 38, 893, 1436]
price-label: PRICE, 5s. bbox=[360, 423, 392, 430]
table-cell: Sixth bbox=[753, 420, 765, 427]
husband-subheading: THE HUSBAND. bbox=[499, 311, 549, 318]
table-cell: 0 bbox=[854, 586, 857, 593]
ladies-notice-text: MRS PALLING has REMOVED to WALTON COTTAGE, Green Lane, Hampstead. bbox=[10, 381, 146, 395]
mccallum-subheading-2: MANUFACTURERS & IMPORTERS bbox=[176, 621, 283, 627]
fresh-supplies-intro: THE undersigned have just Received FRESH SUPPLIES OF bbox=[170, 472, 295, 486]
table-cell: 2 bbox=[854, 446, 857, 453]
table-cell: — bbox=[881, 592, 887, 599]
kirkpatrick-heading: KIRKPATRICK'S bbox=[28, 563, 128, 578]
eclipse-heading: Eclipse Hair Producer. bbox=[334, 401, 418, 411]
tinsmith-heading: TINSMITH AND METAL-PLATE WORKER, bbox=[459, 73, 589, 80]
table-cell: 56 bbox=[881, 458, 887, 465]
referring-text: REFERRING to the above, I have much pleasure in intimating to the residents of Ashburton and surrounding district that I have decided to settle in Ashburton, and hope by strict attention to business to merit the same liberal support which has been extended to my brother. The Ashburton Tweeds being quite equal, and in some respects superior to imported goods, I will support the local industry as far as the requirements of business will permit. bbox=[456, 215, 592, 268]
wilding-notary: Notary Public. bbox=[360, 614, 392, 620]
